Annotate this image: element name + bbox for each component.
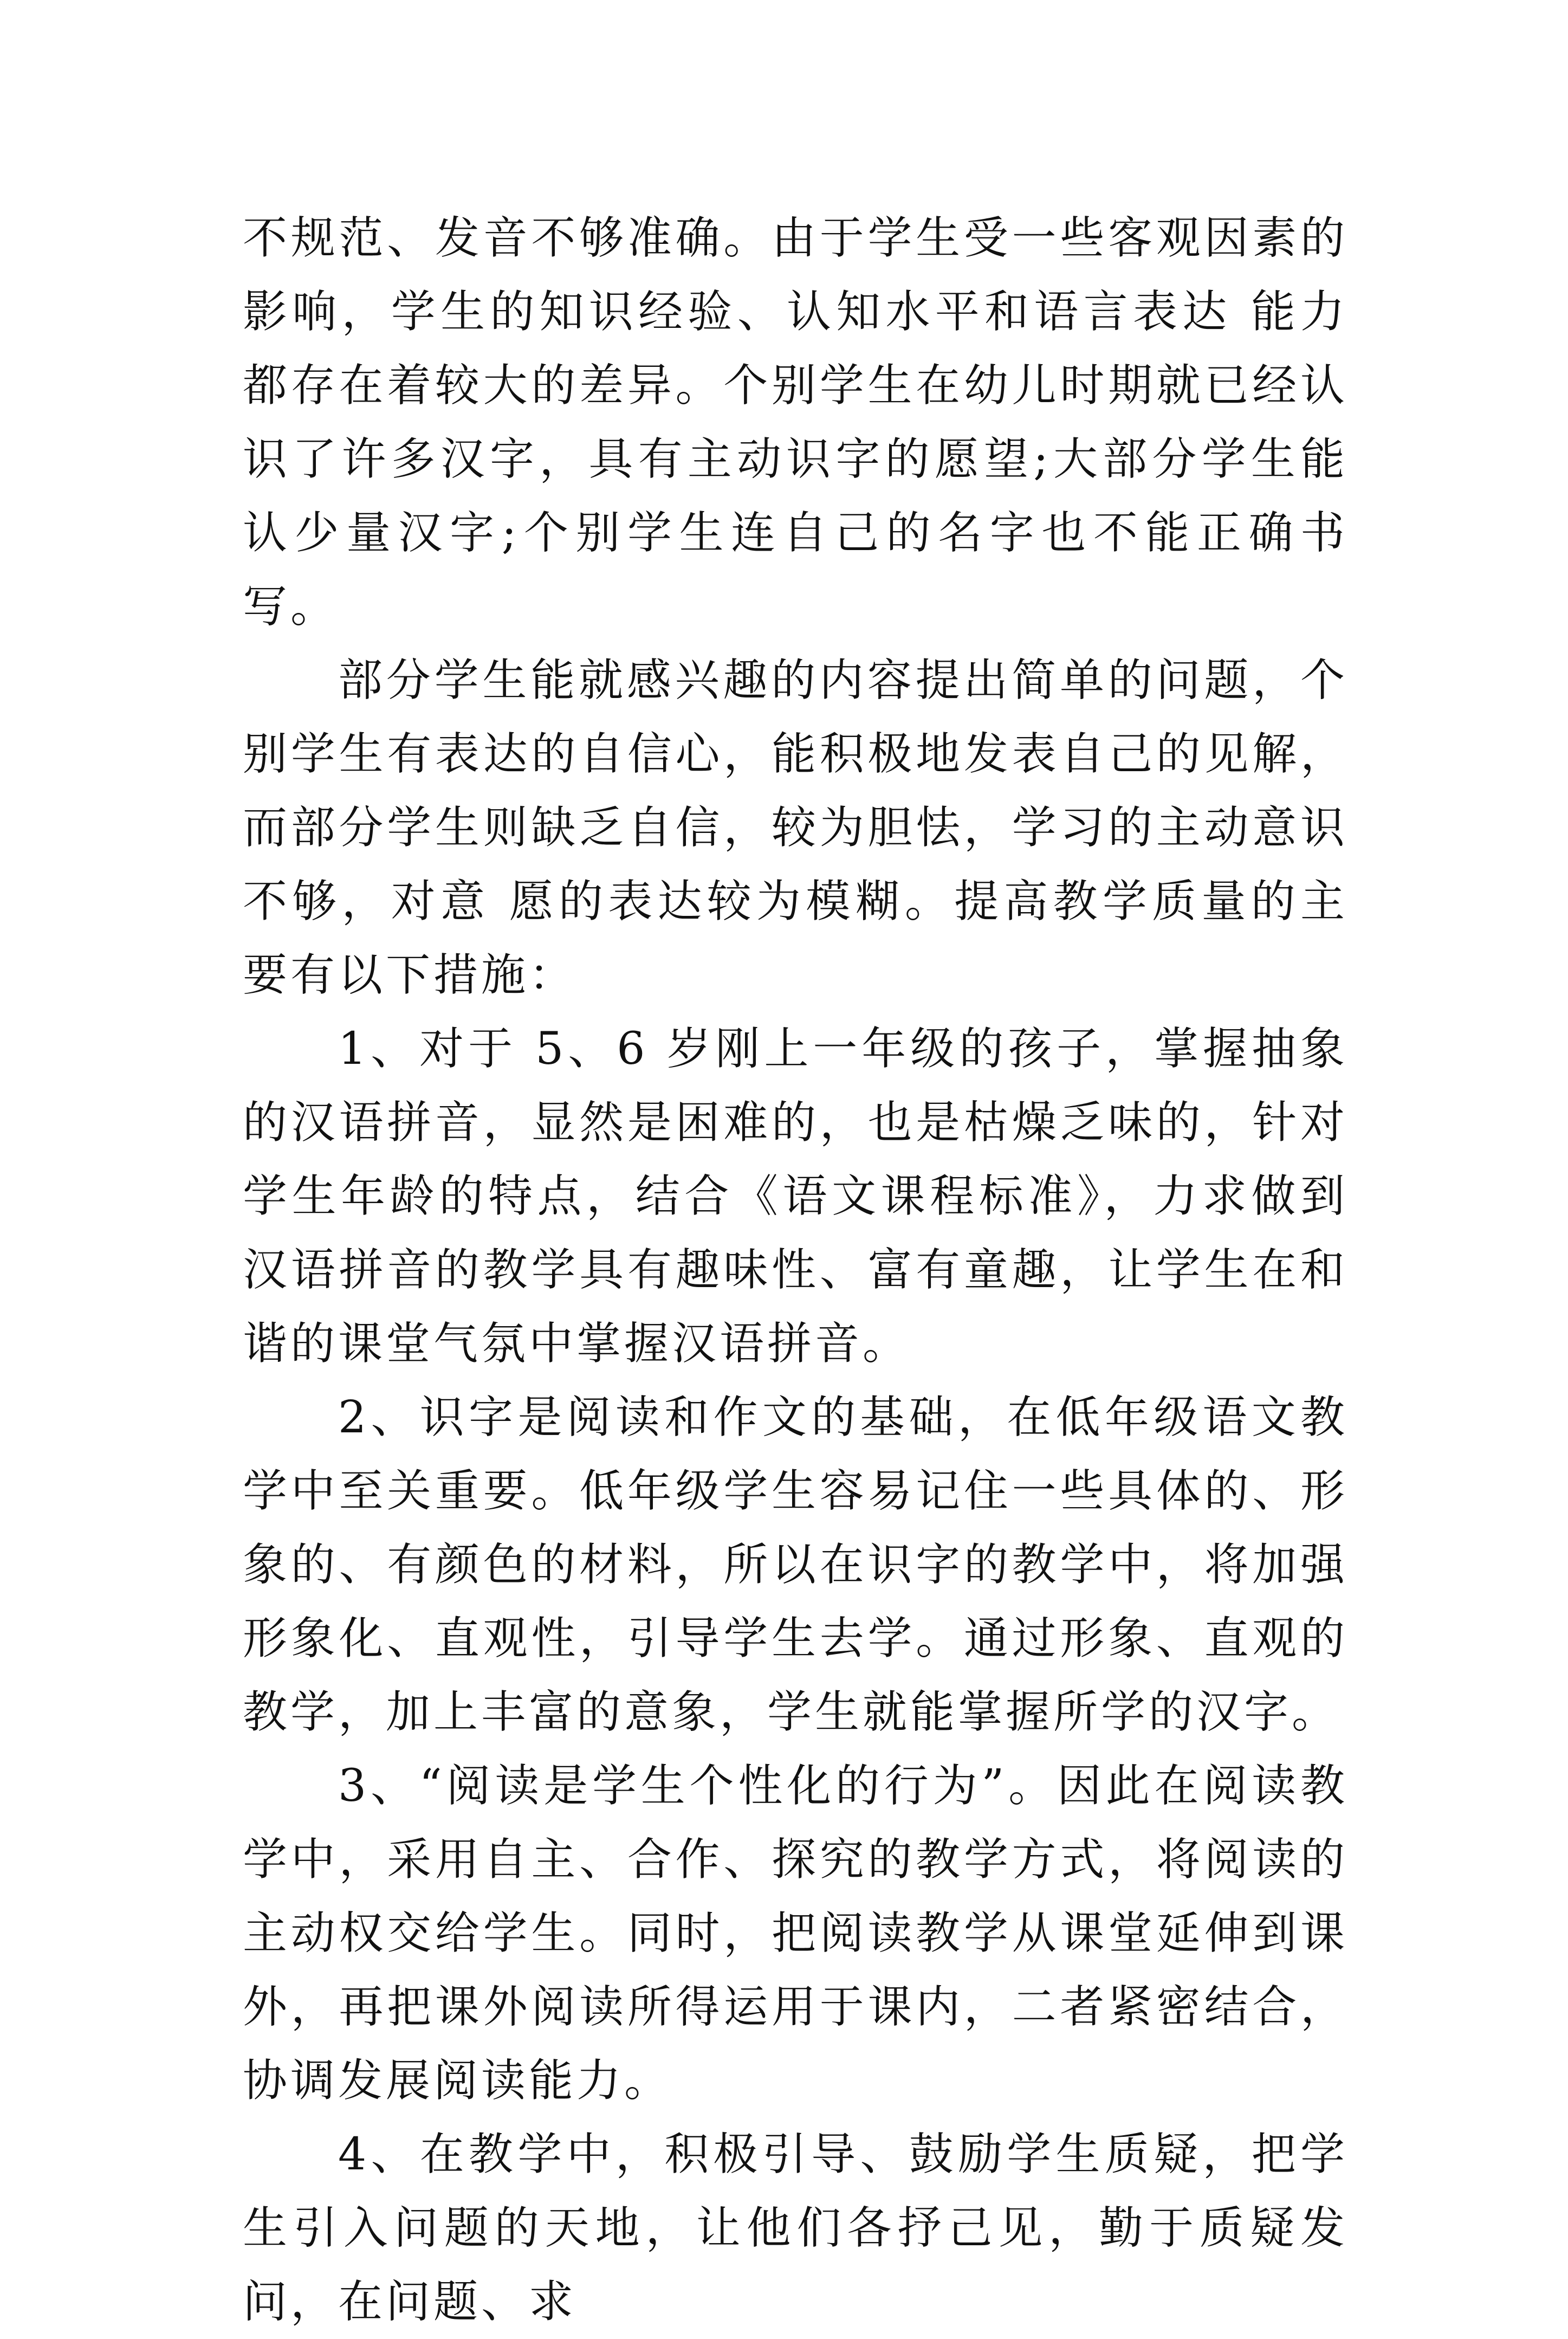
paragraph-2: 部分学生能就感兴趣的内容提出简单的问题，个别学生有表达的自信心，能积极地发表自己的见解，而部分学生则缺乏自信，较为胆怯，学习的主动意识不够，对意 愿的表达较为模糊。提高教学质量的主要有以下措施： xyxy=(243,655,1348,1001)
paragraph-3: 1、对于 5、6 岁刚上一年级的孩子，掌握抽象的汉语拼音，显然是困难的，也是枯燥乏味的，针对学生年龄的特点，结合《语文课程标准》，力求做到汉语拼音的教学具有趣味性、富有童趣，让学生在和谐的课堂气氛中掌握汉语拼音。 xyxy=(243,1023,1348,1369)
paragraph-1: 不规范、发音不够准确。由于学生受一些客观因素的影响，学生的知识经验、认知水平和语言表达 能力都存在着较大的差异。个别学生在幼儿时期就已经认识了许多汉字，具有主动识字的愿望;大部分学生能认少量汉字;个别学生连自己的名字也不能正确书写。 xyxy=(243,212,1348,632)
paragraph-6: 4、在教学中，积极引导、鼓励学生质疑，把学生引入问题的天地，让他们各抒己见，勤于质疑发问，在问题、求 xyxy=(243,2129,1348,2328)
paragraph-4: 2、识字是阅读和作文的基础，在低年级语文教学中至关重要。低年级学生容易记住一些具体的、形象的、有颜色的材料，所以在识字的教学中，将加强形象化、直观性，引导学生去学。通过形象、直观的教学，加上丰富的意象，学生就能掌握所学的汉字。 xyxy=(243,1392,1348,1738)
paragraph-5: 3、“阅读是学生个性化的行为”。因此在阅读教学中，采用自主、合作、探究的教学方式，将阅读的主动权交给学生。同时，把阅读教学从课堂延伸到课外，再把课外阅读所得运用于课内，二者紧密结合，协调发展阅读能力。 xyxy=(243,1760,1348,2107)
body-text xyxy=(243,202,1348,2339)
